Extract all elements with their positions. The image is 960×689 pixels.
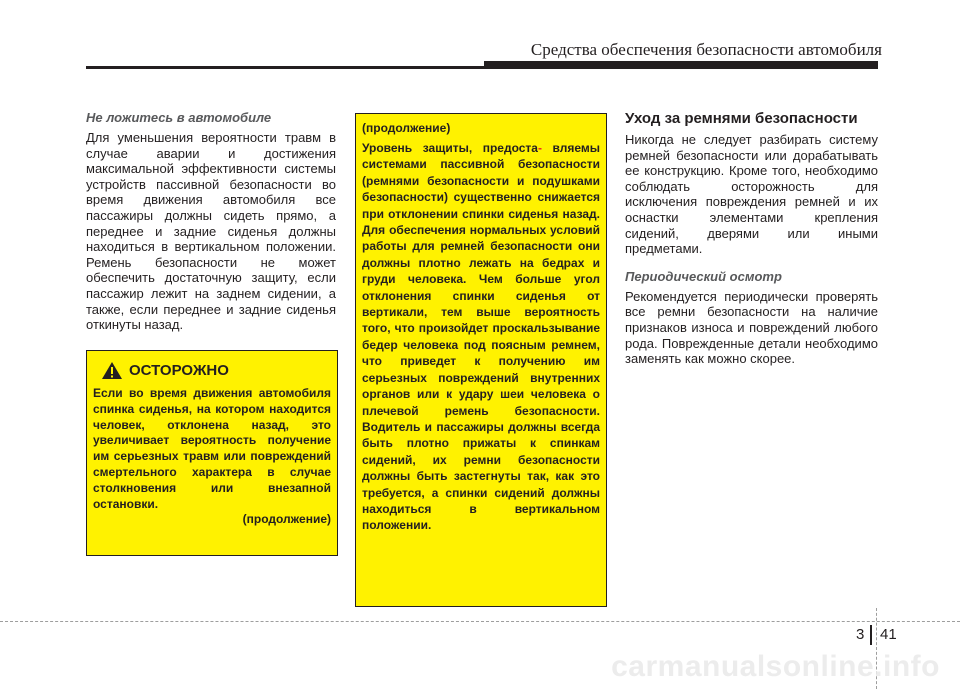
page-number: 41 (880, 626, 897, 643)
warning-triangle-icon (101, 361, 123, 380)
hyphen-mark: - (537, 141, 542, 155)
warning-text: Если во время движения автомобиля спинка сиденья, на котором находится человек, отклонена назад, это увеличивает вероятность получение им серьезных травм или повреждений смертельного характера в случае столкновения или внезапной остановки. (93, 386, 331, 511)
right-column (625, 110, 878, 367)
belt-care-paragraph: Никогда не следует разбирать систему ремней безопасности или дорабатывать ее конструкцию. Кроме того, необходимо соблюдать осторожность для исключения повреждения ремней и их оснастки элементами крепления сидений, дверями или иными предметами. (625, 132, 878, 257)
warning-continued: (продолжение) (242, 512, 331, 527)
watermark: carmanualsonline.info (611, 650, 940, 683)
continued-text (362, 140, 600, 534)
continued-warning-box (355, 113, 607, 607)
warning-box (86, 350, 338, 556)
inspection-paragraph: Рекомендуется периодически проверять все ремни безопасности на наличие признаков износа и повреждений любого рода. Поврежденные детали необходимо заменять как можно скорее. (625, 288, 878, 367)
section-number: 3 (856, 626, 865, 643)
section-heading-belt-care: Уход за ремнями безопасности (625, 110, 858, 127)
subsection-heading-recline: Не ложитесь в автомобиле (86, 110, 272, 125)
chapter-title: Средства обеспечения безопасности автомобиля (530, 40, 882, 59)
page-number-separator (870, 625, 872, 645)
warning-title: ОСТОРОЖНО (129, 362, 229, 379)
continued-text-part2: вляемы системами пассивной безопасности (ремнями безопасности и подушками безопасности) существенно снижается при отклонении спинки сиденья назад. Для обеспечения нормальных условий работы для ремней безопасности они должны плотно лежать на бедрах и груди человека. Чем больше угол отклонения спинки сиденья от вертикали, тем выше вероятность того, что произойдет проскальзывание бедер человека под поясным ремнем, что приведет к получению им серьезных повреждений внутренних органов или к удару шеи человека о плечевой ремень безопасности. Водитель и пассажиры должны всегда быть плотно прижаты к спинкам сидений, их ремни безопасности должны быть застегнуты так, как это требуется, а спинки сидений должны находиться в вертикальном положении. (362, 141, 600, 533)
continued-text-part1: Уровень защиты, предоста (362, 141, 538, 155)
subsection-heading-inspection: Периодический осмотр (625, 268, 782, 284)
header-tab-bar (484, 61, 878, 69)
footer-dashed-line (0, 621, 960, 622)
warning-header (101, 361, 331, 380)
left-column (86, 110, 336, 333)
continued-heading: (продолжение) (362, 121, 451, 135)
recline-paragraph: Для уменьшения вероятности травм в случае аварии и достижения максимальной эффективности системы устройств пассивной безопасности во время движения автомобиля все пассажиры должны сидеть прямо, а переднее и задние сиденья должны находиться в вертикальном положении. Ремень безопасности не может обеспечить достаточную защиту, если пассажир лежит на заднем сидении, а также, если переднее и задние сиденья откинуты назад. (86, 130, 336, 333)
